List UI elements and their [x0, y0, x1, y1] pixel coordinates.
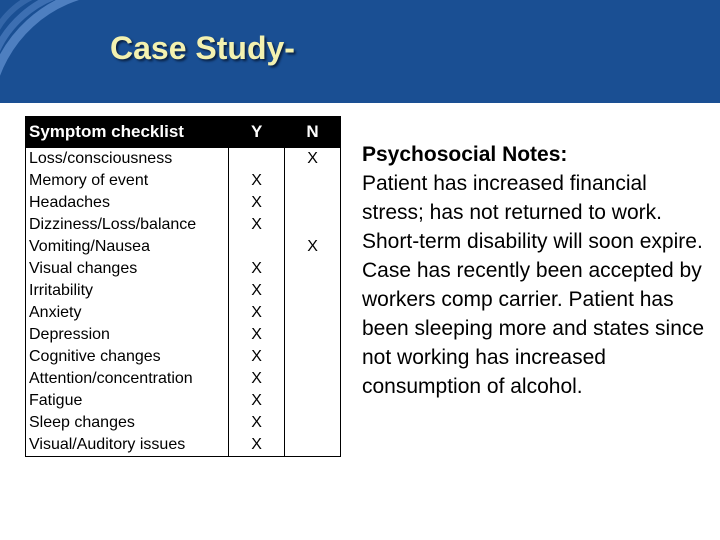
no-cell	[285, 434, 341, 457]
yes-cell: X	[229, 390, 285, 412]
yes-cell: X	[229, 214, 285, 236]
yes-cell: X	[229, 368, 285, 390]
table-row	[26, 412, 341, 434]
notes-body: Patient has increased financial stress; has not returned to work. Short-term disability will soon expire. Case has recently been accepted by workers comp carrier. Patient has been sleeping more and states since not working has increased consumption of alcohol.	[362, 172, 705, 398]
table-row	[26, 434, 341, 457]
symptom-cell: Cognitive changes	[26, 346, 229, 368]
yes-cell: X	[229, 324, 285, 346]
symptom-cell: Depression	[26, 324, 229, 346]
symptom-cell: Sleep changes	[26, 412, 229, 434]
no-cell	[285, 258, 341, 280]
header-no: N	[285, 117, 341, 148]
table-row	[26, 346, 341, 368]
header-yes: Y	[229, 117, 285, 148]
no-cell	[285, 170, 341, 192]
symptom-cell: Irritability	[26, 280, 229, 302]
slide-header	[0, 0, 720, 103]
symptom-cell: Fatigue	[26, 390, 229, 412]
table-row	[26, 214, 341, 236]
symptom-cell: Attention/concentration	[26, 368, 229, 390]
table-row	[26, 170, 341, 192]
symptom-cell: Visual changes	[26, 258, 229, 280]
table-header-row	[26, 117, 341, 148]
yes-cell: X	[229, 346, 285, 368]
symptom-cell: Visual/Auditory issues	[26, 434, 229, 457]
no-cell	[285, 368, 341, 390]
yes-cell: X	[229, 258, 285, 280]
symptom-cell: Dizziness/Loss/balance	[26, 214, 229, 236]
no-cell	[285, 346, 341, 368]
no-cell	[285, 390, 341, 412]
no-cell: X	[285, 148, 341, 171]
no-cell	[285, 192, 341, 214]
yes-cell: X	[229, 434, 285, 457]
psychosocial-notes	[362, 140, 712, 401]
no-cell	[285, 412, 341, 434]
no-cell: X	[285, 236, 341, 258]
no-cell	[285, 214, 341, 236]
table-row	[26, 368, 341, 390]
yes-cell	[229, 236, 285, 258]
table-row	[26, 390, 341, 412]
no-cell	[285, 324, 341, 346]
yes-cell: X	[229, 302, 285, 324]
notes-title: Psychosocial Notes:	[362, 143, 568, 166]
table-row	[26, 192, 341, 214]
table-row	[26, 324, 341, 346]
table-row	[26, 148, 341, 171]
yes-cell: X	[229, 412, 285, 434]
header-symptom: Symptom checklist	[26, 117, 229, 148]
no-cell	[285, 302, 341, 324]
table-row	[26, 236, 341, 258]
symptom-cell: Memory of event	[26, 170, 229, 192]
yes-cell: X	[229, 280, 285, 302]
table-row	[26, 302, 341, 324]
slide-title: Case Study-	[110, 30, 295, 66]
table-row	[26, 280, 341, 302]
symptom-cell: Vomiting/Nausea	[26, 236, 229, 258]
header-arcs-decoration	[0, 0, 720, 103]
yes-cell: X	[229, 170, 285, 192]
symptom-checklist-table	[25, 116, 341, 457]
table-row	[26, 258, 341, 280]
symptom-cell: Anxiety	[26, 302, 229, 324]
yes-cell	[229, 148, 285, 171]
symptom-cell: Loss/consciousness	[26, 148, 229, 171]
yes-cell: X	[229, 192, 285, 214]
symptom-cell: Headaches	[26, 192, 229, 214]
no-cell	[285, 280, 341, 302]
